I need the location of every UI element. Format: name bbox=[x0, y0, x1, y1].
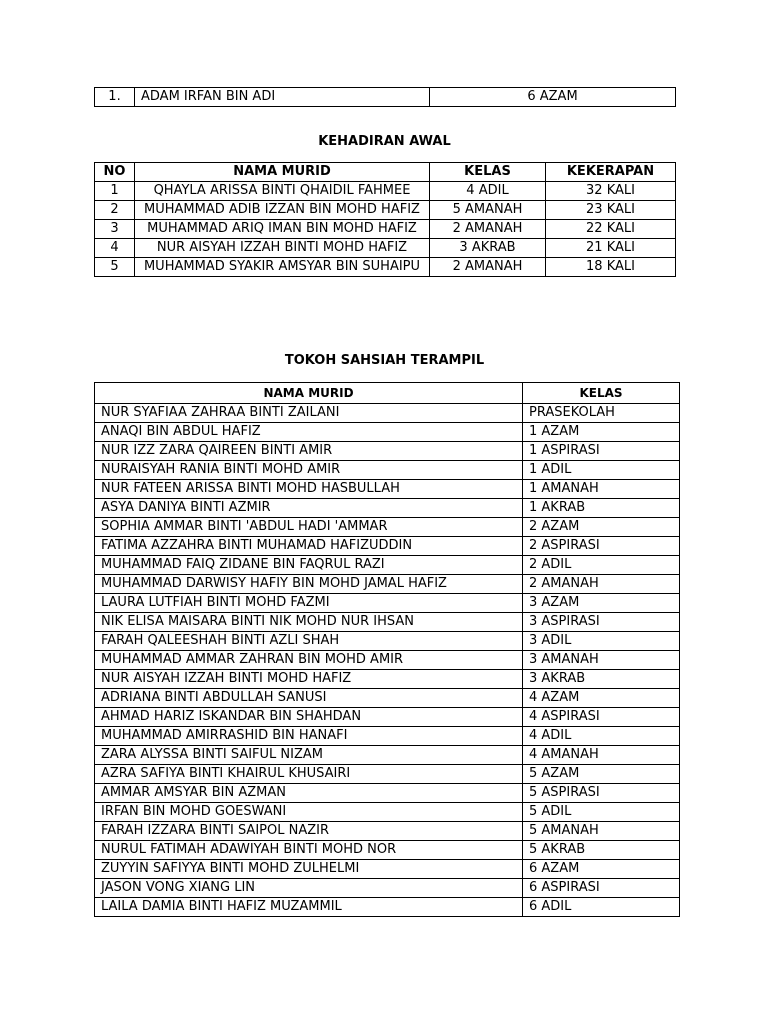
top-row-kelas: 6 AZAM bbox=[430, 88, 676, 107]
cell-kelas: 3 AKRAB bbox=[430, 239, 546, 258]
cell-nama: NURUL FATIMAH ADAWIYAH BINTI MOHD NOR bbox=[95, 841, 523, 860]
cell-nama: ZUYYIN SAFIYYA BINTI MOHD ZULHELMI bbox=[95, 860, 523, 879]
header-kelas: KELAS bbox=[430, 163, 546, 182]
cell-kelas: 5 AZAM bbox=[523, 765, 680, 784]
cell-nama: IRFAN BIN MOHD GOESWANI bbox=[95, 803, 523, 822]
table-row bbox=[95, 88, 676, 107]
table-row bbox=[95, 765, 680, 784]
cell-nama: AMMAR AMSYAR BIN AZMAN bbox=[95, 784, 523, 803]
kehadiran-table bbox=[94, 162, 676, 277]
header-nama: NAMA MURID bbox=[135, 163, 430, 182]
table-row bbox=[95, 803, 680, 822]
table-row bbox=[95, 575, 680, 594]
cell-kekerapan: 22 KALI bbox=[546, 220, 676, 239]
cell-kelas: 4 ASPIRASI bbox=[523, 708, 680, 727]
cell-kelas: 4 AZAM bbox=[523, 689, 680, 708]
cell-kelas: 5 ASPIRASI bbox=[523, 784, 680, 803]
cell-kelas: 1 AZAM bbox=[523, 423, 680, 442]
cell-no: 1 bbox=[95, 182, 135, 201]
table-row bbox=[95, 258, 676, 277]
table-row bbox=[95, 841, 680, 860]
header-kelas: KELAS bbox=[523, 383, 680, 404]
cell-kelas: 2 AZAM bbox=[523, 518, 680, 537]
kehadiran-header-row bbox=[95, 163, 676, 182]
table-row bbox=[95, 651, 680, 670]
table-row bbox=[95, 480, 680, 499]
cell-nama: NIK ELISA MAISARA BINTI NIK MOHD NUR IHSAN bbox=[95, 613, 523, 632]
table-row bbox=[95, 182, 676, 201]
tokoh-title: TOKOH SAHSIAH TERAMPIL bbox=[284, 353, 485, 368]
cell-no: 4 bbox=[95, 239, 135, 258]
cell-nama: LAURA LUTFIAH BINTI MOHD FAZMI bbox=[95, 594, 523, 613]
table-row bbox=[95, 689, 680, 708]
table-row bbox=[95, 537, 680, 556]
cell-nama: MUHAMMAD AMIRRASHID BIN HANAFI bbox=[95, 727, 523, 746]
cell-kelas: 5 AMANAH bbox=[523, 822, 680, 841]
kehadiran-title: KEHADIRAN AWAL bbox=[318, 134, 451, 149]
cell-kelas: 2 ASPIRASI bbox=[523, 537, 680, 556]
table-row bbox=[95, 556, 680, 575]
cell-kelas: 2 AMANAH bbox=[430, 220, 546, 239]
top-table bbox=[94, 87, 676, 107]
table-row bbox=[95, 613, 680, 632]
table-row bbox=[95, 860, 680, 879]
top-row-nama: ADAM IRFAN BIN ADI bbox=[135, 88, 430, 107]
table-row bbox=[95, 404, 680, 423]
header-no: NO bbox=[95, 163, 135, 182]
cell-kekerapan: 21 KALI bbox=[546, 239, 676, 258]
table-row bbox=[95, 727, 680, 746]
cell-kelas: 3 AKRAB bbox=[523, 670, 680, 689]
cell-nama: ASYA DANIYA BINTI AZMIR bbox=[95, 499, 523, 518]
cell-nama: MUHAMMAD ADIB IZZAN BIN MOHD HAFIZ bbox=[135, 201, 430, 220]
tokoh-table bbox=[94, 382, 680, 917]
cell-kelas: 1 ASPIRASI bbox=[523, 442, 680, 461]
cell-nama: ANAQI BIN ABDUL HAFIZ bbox=[95, 423, 523, 442]
table-row bbox=[95, 499, 680, 518]
cell-kelas: 3 AZAM bbox=[523, 594, 680, 613]
cell-nama: MUHAMMAD FAIQ ZIDANE BIN FAQRUL RAZI bbox=[95, 556, 523, 575]
table-row bbox=[95, 632, 680, 651]
cell-kelas: 6 ASPIRASI bbox=[523, 879, 680, 898]
table-row bbox=[95, 670, 680, 689]
cell-nama: MUHAMMAD SYAKIR AMSYAR BIN SUHAIPU bbox=[135, 258, 430, 277]
cell-kelas: 4 ADIL bbox=[430, 182, 546, 201]
cell-nama: NUR AISYAH IZZAH BINTI MOHD HAFIZ bbox=[135, 239, 430, 258]
cell-nama: ZARA ALYSSA BINTI SAIFUL NIZAM bbox=[95, 746, 523, 765]
cell-kelas: 2 AMANAH bbox=[430, 258, 546, 277]
cell-kelas: 5 ADIL bbox=[523, 803, 680, 822]
table-row bbox=[95, 898, 680, 917]
tokoh-body bbox=[95, 404, 680, 917]
cell-kelas: 4 ADIL bbox=[523, 727, 680, 746]
table-row bbox=[95, 442, 680, 461]
table-row bbox=[95, 746, 680, 765]
cell-nama: JASON VONG XIANG LIN bbox=[95, 879, 523, 898]
cell-nama: FARAH QALEESHAH BINTI AZLI SHAH bbox=[95, 632, 523, 651]
table-row bbox=[95, 784, 680, 803]
cell-nama: ADRIANA BINTI ABDULLAH SANUSI bbox=[95, 689, 523, 708]
cell-kelas: 2 ADIL bbox=[523, 556, 680, 575]
table-row bbox=[95, 239, 676, 258]
table-row bbox=[95, 594, 680, 613]
table-row bbox=[95, 822, 680, 841]
cell-no: 2 bbox=[95, 201, 135, 220]
cell-nama: NUR SYAFIAA ZAHRAA BINTI ZAILANI bbox=[95, 404, 523, 423]
cell-no: 5 bbox=[95, 258, 135, 277]
cell-nama: MUHAMMAD DARWISY HAFIY BIN MOHD JAMAL HAFIZ bbox=[95, 575, 523, 594]
cell-nama: SOPHIA AMMAR BINTI 'ABDUL HADI 'AMMAR bbox=[95, 518, 523, 537]
top-row-no: 1. bbox=[95, 88, 135, 107]
cell-nama: NUR IZZ ZARA QAIREEN BINTI AMIR bbox=[95, 442, 523, 461]
table-row bbox=[95, 461, 680, 480]
cell-no: 3 bbox=[95, 220, 135, 239]
header-kekerapan: KEKERAPAN bbox=[546, 163, 676, 182]
cell-nama: QHAYLA ARISSA BINTI QHAIDIL FAHMEE bbox=[135, 182, 430, 201]
cell-nama: AHMAD HARIZ ISKANDAR BIN SHAHDAN bbox=[95, 708, 523, 727]
table-row bbox=[95, 708, 680, 727]
table-row bbox=[95, 220, 676, 239]
cell-kelas: 5 AKRAB bbox=[523, 841, 680, 860]
cell-kelas: 3 AMANAH bbox=[523, 651, 680, 670]
cell-nama: LAILA DAMIA BINTI HAFIZ MUZAMMIL bbox=[95, 898, 523, 917]
cell-kelas: 1 ADIL bbox=[523, 461, 680, 480]
cell-kelas: PRASEKOLAH bbox=[523, 404, 680, 423]
table-row bbox=[95, 879, 680, 898]
cell-kelas: 3 ADIL bbox=[523, 632, 680, 651]
cell-kelas: 3 ASPIRASI bbox=[523, 613, 680, 632]
cell-nama: AZRA SAFIYA BINTI KHAIRUL KHUSAIRI bbox=[95, 765, 523, 784]
cell-kelas: 2 AMANAH bbox=[523, 575, 680, 594]
cell-nama: NUR AISYAH IZZAH BINTI MOHD HAFIZ bbox=[95, 670, 523, 689]
cell-kelas: 6 ADIL bbox=[523, 898, 680, 917]
cell-kekerapan: 18 KALI bbox=[546, 258, 676, 277]
table-row bbox=[95, 201, 676, 220]
cell-kelas: 6 AZAM bbox=[523, 860, 680, 879]
cell-kelas: 1 AKRAB bbox=[523, 499, 680, 518]
cell-nama: FATIMA AZZAHRA BINTI MUHAMAD HAFIZUDDIN bbox=[95, 537, 523, 556]
cell-nama: MUHAMMAD ARIQ IMAN BIN MOHD HAFIZ bbox=[135, 220, 430, 239]
cell-nama: FARAH IZZARA BINTI SAIPOL NAZIR bbox=[95, 822, 523, 841]
cell-kekerapan: 23 KALI bbox=[546, 201, 676, 220]
table-row bbox=[95, 518, 680, 537]
header-nama: NAMA MURID bbox=[95, 383, 523, 404]
cell-nama: NURAISYAH RANIA BINTI MOHD AMIR bbox=[95, 461, 523, 480]
cell-nama: NUR FATEEN ARISSA BINTI MOHD HASBULLAH bbox=[95, 480, 523, 499]
cell-kelas: 1 AMANAH bbox=[523, 480, 680, 499]
cell-kelas: 4 AMANAH bbox=[523, 746, 680, 765]
cell-kelas: 5 AMANAH bbox=[430, 201, 546, 220]
tokoh-header-row bbox=[95, 383, 680, 404]
cell-kekerapan: 32 KALI bbox=[546, 182, 676, 201]
table-row bbox=[95, 423, 680, 442]
cell-nama: MUHAMMAD AMMAR ZAHRAN BIN MOHD AMIR bbox=[95, 651, 523, 670]
